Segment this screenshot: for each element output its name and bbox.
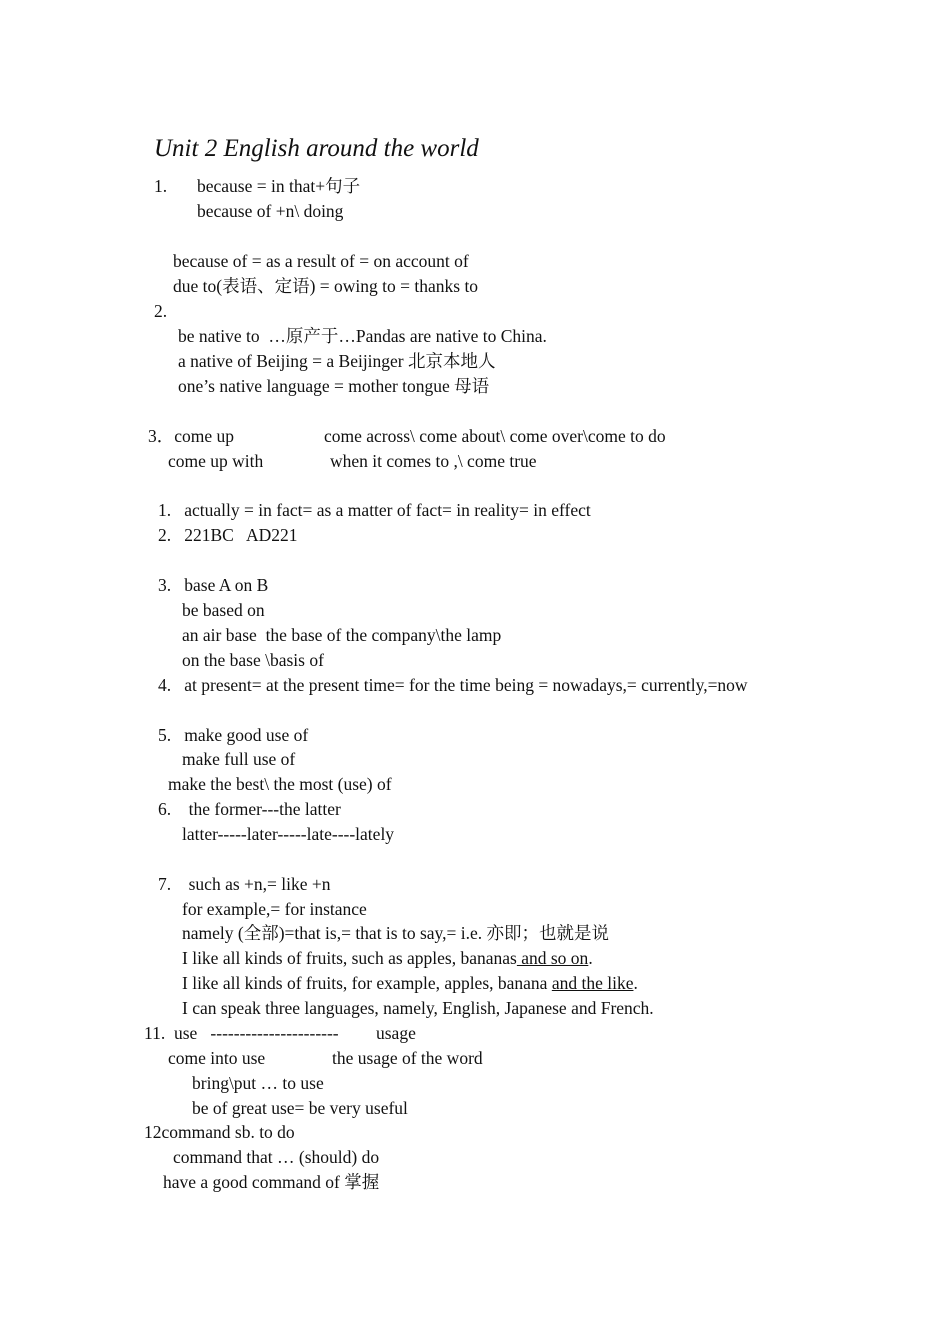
text-span: . bbox=[588, 948, 593, 968]
text-line: because of +n\ doing bbox=[197, 201, 344, 221]
text-line: bring\put … to use bbox=[192, 1073, 324, 1093]
text-line: come up with bbox=[168, 451, 264, 471]
text-line: come across\ come about\ come over\come to do bbox=[324, 426, 666, 446]
text-line: latter-----later-----late----lately bbox=[182, 824, 395, 844]
text-line: have a good command of 掌握 bbox=[163, 1172, 380, 1192]
text-line: 7. such as +n,= like +n bbox=[158, 874, 331, 894]
text-line: because of = as a result of = on account of bbox=[173, 251, 469, 271]
text-line: be native to …原产于…Pandas are native to China. bbox=[178, 326, 547, 346]
text-line: 3．come up bbox=[148, 426, 235, 446]
text-line: 1. actually = in fact= as a matter of fact= in reality= in effect bbox=[158, 500, 591, 520]
text-line: come into use bbox=[168, 1048, 266, 1068]
text-line: namely (全部)=that is,= that is to say,= i.e. 亦即；也就是说 bbox=[182, 923, 610, 943]
text-line: an air base the base of the company\the lamp bbox=[182, 625, 502, 645]
text-line: usage bbox=[376, 1023, 416, 1043]
item-number: 2. bbox=[154, 301, 168, 321]
text-line: 5. make good use of bbox=[158, 725, 309, 745]
text-span: . bbox=[633, 973, 638, 993]
text-line: for example,= for instance bbox=[182, 899, 367, 919]
text-line: when it comes to ,\ come true bbox=[330, 451, 537, 471]
text-line: 11. use ---------------------- bbox=[144, 1023, 339, 1043]
text-line: one’s native language = mother tongue 母语 bbox=[178, 376, 490, 396]
text-span: I like all kinds of fruits, such as apples, bananas bbox=[182, 948, 517, 968]
underlined-phrase: and the like bbox=[551, 973, 634, 993]
text-line: 3. base A on B bbox=[158, 575, 269, 595]
text-line: make the best\ the most (use) of bbox=[168, 774, 392, 794]
example-sentence bbox=[182, 972, 638, 994]
text-line: a native of Beijing = a Beijinger 北京本地人 bbox=[178, 351, 496, 371]
text-line: 6. the former---the latter bbox=[158, 799, 341, 819]
text-line: make full use of bbox=[182, 749, 296, 769]
text-line: because = in that+句子 bbox=[197, 176, 361, 196]
text-span: I like all kinds of fruits, for example, apples, banana bbox=[182, 973, 552, 993]
text-line: on the base \basis of bbox=[182, 650, 324, 670]
text-line: 2. 221BC AD221 bbox=[158, 525, 298, 545]
example-sentence bbox=[182, 947, 593, 969]
text-line: be of great use= be very useful bbox=[192, 1098, 408, 1118]
text-line: command that … (should) do bbox=[173, 1147, 380, 1167]
text-line: due to(表语、定语) = owing to = thanks to bbox=[173, 276, 479, 296]
underlined-phrase: and so on bbox=[516, 948, 589, 968]
text-line: 12command sb. to do bbox=[144, 1122, 295, 1142]
example-sentence: I can speak three languages, namely, English, Japanese and French. bbox=[182, 998, 654, 1018]
text-line: be based on bbox=[182, 600, 265, 620]
page-title: Unit 2 English around the world bbox=[154, 135, 479, 162]
text-line: 4. at present= at the present time= for the time being = nowadays,= currently,=now bbox=[158, 675, 748, 695]
item-number: 1. bbox=[154, 176, 168, 196]
text-line: the usage of the word bbox=[332, 1048, 483, 1068]
